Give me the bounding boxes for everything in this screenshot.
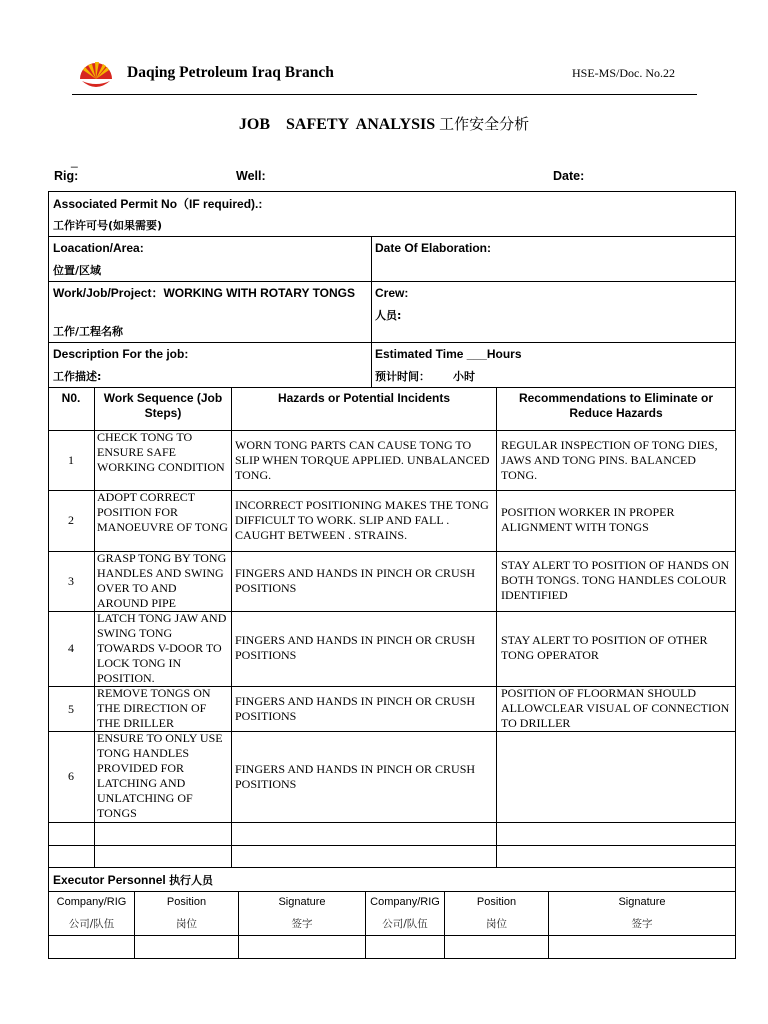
row-work-sequence: ADOPT CORRECT POSITION FOR MANOEUVRE OF TONG — [97, 490, 228, 534]
row-number: 3 — [68, 574, 74, 588]
row-hazards: FINGERS AND HANDS IN PINCH OR CRUSH POSITIONS — [235, 762, 476, 791]
crew-label-cn: 人员: — [375, 309, 402, 322]
row-number: 6 — [68, 769, 74, 783]
executor-col-company-cn: 公司/队伍 — [68, 918, 115, 930]
executor-col-position-2: Position — [476, 896, 517, 908]
location-label: Loacation/Area: — [53, 241, 144, 255]
well-label: Well: — [236, 169, 266, 183]
rig-label: Rig: — [54, 169, 79, 183]
date-label: Date: — [553, 169, 585, 183]
executor-col-position-2-cn: 岗位 — [486, 918, 507, 930]
row-recommendations: REGULAR INSPECTION OF TONG DIES, JAWS AND TONG PINS. BALANCED TONG. — [501, 438, 718, 482]
executor-col-company-2: Company/RIG — [370, 896, 440, 908]
document-number: HSE-MS/Doc. No.22 — [571, 66, 675, 80]
executor-title-cn: 执行人员 — [169, 874, 214, 887]
executor-col-signature-cn: 签字 — [291, 918, 313, 930]
row-hazards: WORN TONG PARTS CAN CAUSE TONG TO SLIP WHEN TORQUE APPLIED. UNBALANCED TONG. — [235, 438, 490, 482]
crew-label: Crew: — [375, 286, 409, 300]
executor-col-company-2-cn: 公司/队伍 — [382, 918, 428, 930]
row-hazards: INCORRECT POSITIONING MAKES THE TONG DIFFICULT TO WORK. SLIP AND FALL . CAUGHT BETWEEN . STRAINS. — [235, 498, 489, 542]
permit-label-cn: 工作许可号(如果需要) — [53, 219, 163, 232]
executor-col-signature-2-cn: 签字 — [631, 918, 653, 930]
header-recommendations: Recommendations to Eliminate or Reduce Hazards — [518, 391, 714, 420]
executor-col-position: Position — [166, 896, 207, 908]
executor-col-position-cn: 岗位 — [176, 918, 197, 930]
description-label-cn: 工作描述: — [53, 370, 102, 383]
row-work-sequence: LATCH TONG JAW AND SWING TONG TOWARDS V-DOOR TO LOCK TONG IN POSITION. — [97, 611, 227, 685]
row-hazards: FINGERS AND HANDS IN PINCH OR CRUSH POSITIONS — [235, 566, 476, 595]
row-number: 5 — [68, 702, 74, 716]
work-project-label: Work/Job/Project：WORKING WITH ROTARY TONGS — [53, 286, 356, 300]
row-number: 4 — [68, 641, 74, 655]
location-label-cn: 位置/区域 — [53, 264, 102, 277]
row-work-sequence: ENSURE TO ONLY USE TONG HANDLES PROVIDED FOR LATCHING AND UNLATCHING OF TONGS — [97, 731, 223, 820]
title-chinese: 工作安全分析 — [439, 115, 530, 133]
row-work-sequence: REMOVE TONGS ON THE DIRECTION OF THE DRILLER — [97, 686, 211, 730]
executor-col-signature: Signature — [278, 896, 326, 908]
row-recommendations: STAY ALERT TO POSITION OF HANDS ON BOTH TONGS. TONG HANDLES COLOUR IDENTIFIED — [501, 558, 730, 602]
row-recommendations: POSITION WORKER IN PROPER ALIGNMENT WITH TONGS — [501, 505, 675, 534]
row-number: 1 — [68, 453, 74, 467]
executor-title-en: Executor Personnel — [53, 873, 166, 887]
dash-mark: _ — [71, 154, 78, 168]
header-work-sequence: Work Sequence (Job Steps) — [103, 391, 223, 420]
title-english: JOB SAFETY ANALYSIS — [238, 116, 436, 133]
header-hazards: Hazards or Potential Incidents — [277, 391, 451, 405]
row-recommendations: STAY ALERT TO POSITION OF OTHER TONG OPERATOR — [501, 633, 708, 662]
row-number: 2 — [68, 513, 74, 527]
date-elaboration-label: Date Of Elaboration: — [375, 241, 492, 255]
row-work-sequence: CHECK TONG TO ENSURE SAFE WORKING CONDITION — [97, 430, 225, 474]
executor-title — [53, 873, 213, 888]
row-hazards: FINGERS AND HANDS IN PINCH OR CRUSH POSITIONS — [235, 694, 476, 723]
executor-col-signature-2: Signature — [618, 896, 666, 908]
work-project-label-cn: 工作/工程名称 — [53, 325, 124, 338]
company-name: Daqing Petroleum Iraq Branch — [127, 64, 334, 81]
executor-col-company: Company/RIG — [56, 896, 127, 908]
row-work-sequence: GRASP TONG BY TONG HANDLES AND SWING OVER TO AND AROUND PIPE — [97, 551, 227, 610]
description-label: Description For the job: — [53, 347, 189, 361]
permit-label: Associated Permit No（IF required).: — [53, 197, 263, 211]
estimated-time-label: Estimated Time ___Hours — [375, 347, 522, 361]
estimated-time-label-cn: 预计时间： 小时 — [375, 370, 475, 383]
row-recommendations: POSITION OF FLOORMAN SHOULD ALLOWCLEAR VISUAL OF CONNECTION TO DRILLER — [501, 686, 730, 730]
header-no: N0. — [61, 391, 81, 405]
row-hazards: FINGERS AND HANDS IN PINCH OR CRUSH POSITIONS — [235, 633, 476, 662]
